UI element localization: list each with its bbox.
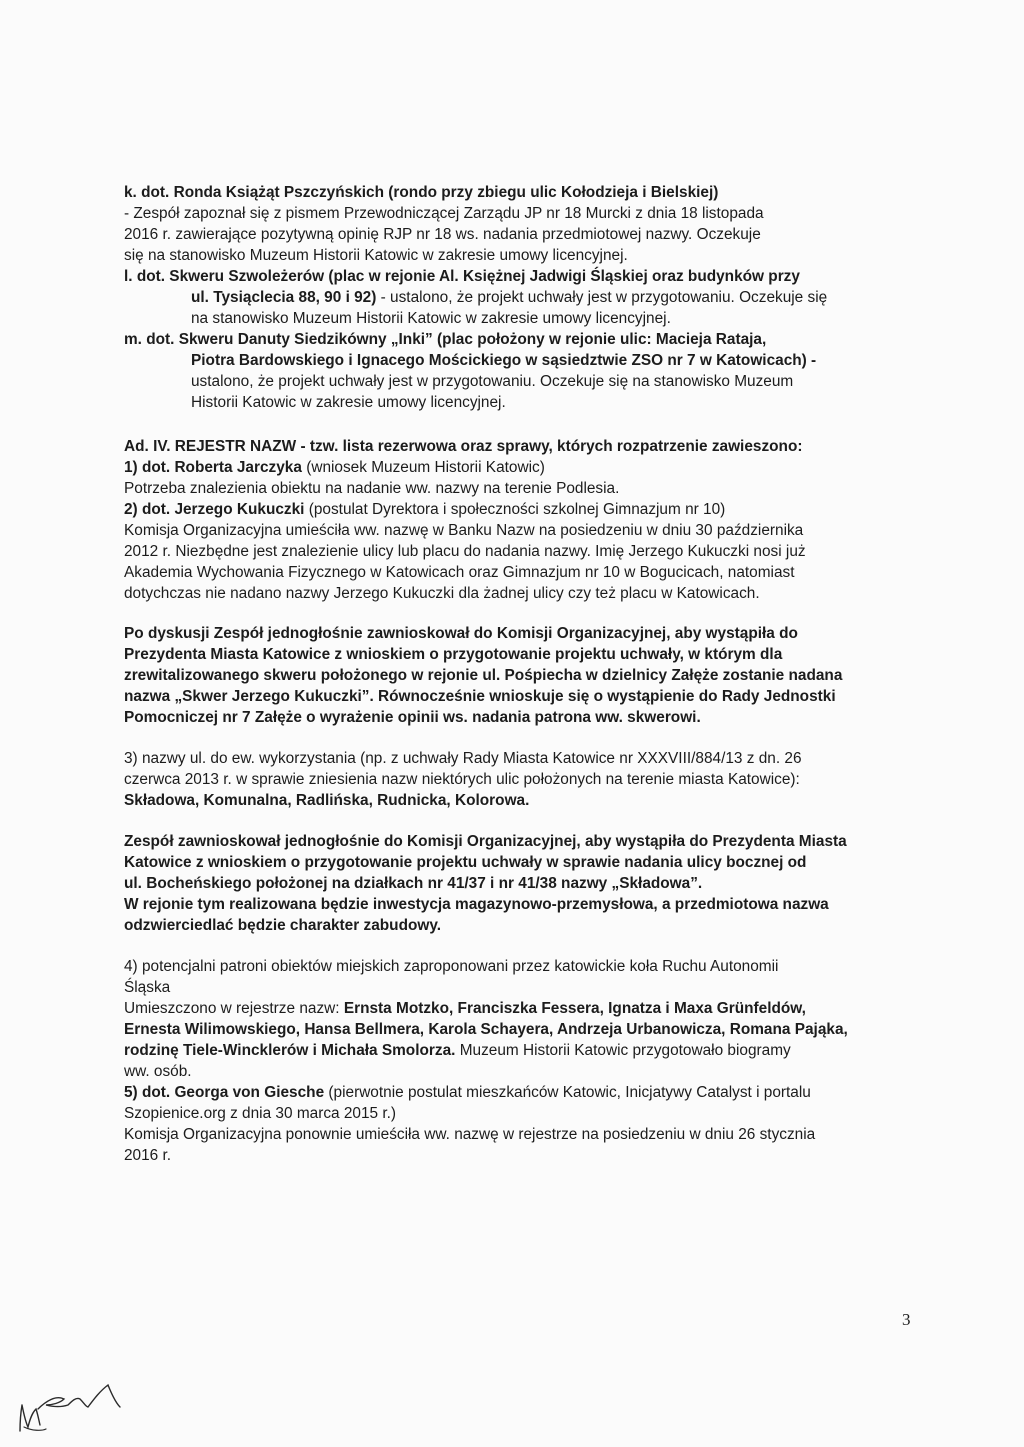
section-k-text-line: 2016 r. zawierające pozytywną opinię RJP nr 18 ws. nadania przedmiotowej nazwy. Oczekuje: [124, 226, 761, 243]
decision-2-line: W rejonie tym realizowana będzie inwestycja magazynowo-przemysłowa, a przedmiotowa nazwa: [124, 896, 829, 913]
section-l-status: - ustalono, że projekt uchwały jest w przygotowaniu. Oczekuje się: [376, 289, 828, 306]
signature-mark: [16, 1355, 126, 1437]
section-k-text-line: się na stanowisko Muzeum Historii Katowic w zakresie umowy licencyjnej.: [124, 247, 628, 264]
item-4-patrons: rodzinę Tiele-Wincklerów i Michała Smolorza.: [124, 1042, 456, 1059]
ad-iv-heading: Ad. IV. REJESTR NAZW - tzw. lista rezerwowa oraz sprawy, których rozpatrzenie zawieszono:: [124, 438, 803, 455]
section-m-text-line: ustalono, że projekt uchwały jest w przygotowaniu. Oczekuje się na stanowisko Muzeum: [191, 373, 794, 390]
item-4-intro: Umieszczono w rejestrze nazw:: [124, 1000, 344, 1017]
item-3-text-line: 3) nazwy ul. do ew. wykorzystania (np. z uchwały Rady Miasta Katowice nr XXXVIII/884/13 z dn. 26: [124, 750, 802, 767]
item-5-title: 5) dot. Georga von Giesche: [124, 1084, 325, 1101]
item-4-heading: Śląska: [124, 979, 171, 996]
item-1-text-line: Potrzeba znalezienia obiektu na nadanie ww. nazwy na terenie Podlesia.: [124, 480, 620, 497]
item-4-heading: 4) potencjalni patroni obiektów miejskich zaproponowani przez katowickie koła Ruchu Autonomii: [124, 958, 779, 975]
item-3-street-names: Składowa, Komunalna, Radlińska, Rudnicka, Kolorowa.: [124, 792, 530, 809]
decision-1-line: zrewitalizowanego skweru położonego w rejonie ul. Pośpiecha w dzielnicy Załęże zostanie nadana: [124, 667, 843, 684]
item-5-heading: [124, 1083, 811, 1104]
section-k-text-line: - Zespół zapoznał się z pismem Przewodniczącej Zarządu JP nr 18 Murcki z dnia 18 listopada: [124, 205, 764, 222]
section-l-address: ul. Tysiąclecia 88, 90 i 92): [191, 289, 377, 306]
decision-1-line: Prezydenta Miasta Katowice z wnioskiem o przygotowanie projektu uchwały, w którym dla: [124, 646, 783, 663]
item-5-text-line: Szopienice.org z dnia 30 marca 2015 r.): [124, 1105, 397, 1122]
decision-2-line: Zespół zawnioskował jednogłośnie do Komisji Organizacyjnej, aby wystąpiła do Prezydenta Miasta: [124, 833, 847, 850]
item-5-source: (pierwotnie postulat mieszkańców Katowic, Inicjatywy Catalyst i portalu: [324, 1084, 811, 1101]
item-2-source: (postulat Dyrektora i społeczności szkolnej Gimnazjum nr 10): [304, 501, 726, 518]
page-number: 3: [902, 1310, 911, 1329]
section-l-text-line: na stanowisko Muzeum Historii Katowic w zakresie umowy licencyjnej.: [191, 310, 671, 327]
section-m-text-line: Historii Katowic w zakresie umowy licencyjnej.: [191, 394, 506, 411]
item-2-text-line: Komisja Organizacyjna umieściła ww. nazwę w Banku Nazw na posiedzeniu w dniu 30 października: [124, 522, 804, 539]
decision-1-line: Pomocniczej nr 7 Załęże o wyrażenie opinii ws. nadania patrona ww. skwerowi.: [124, 709, 701, 726]
item-2-text-line: dotychczas nie nadano nazwy Jerzego Kukuczki dla żadnej ulicy czy też placu w Katowicach.: [124, 585, 760, 602]
section-m-heading: m. dot. Skweru Danuty Siedzikówny „Inki” (plac położony w rejonie ulic: Macieja Rataja,: [124, 331, 767, 348]
decision-2-line: Katowice z wnioskiem o przygotowanie projektu uchwały w sprawie nadania ulicy bocznej od: [124, 854, 807, 871]
decision-2-line: odzwierciedlać będzie charakter zabudowy.: [124, 917, 442, 934]
item-1-title: 1) dot. Roberta Jarczyka: [124, 459, 302, 476]
item-4-text-line: [124, 1041, 791, 1062]
decision-1-line: nazwa „Skwer Jerzego Kukuczki”. Równocześnie wnioskuje się o wystąpienie do Rady Jednostki: [124, 688, 836, 705]
item-4-text-line: ww. osób.: [124, 1063, 192, 1080]
item-2-heading: [124, 500, 725, 521]
item-5-text-line: 2016 r.: [124, 1147, 172, 1164]
decision-1-line: Po dyskusji Zespół jednogłośnie zawnioskował do Komisji Organizacyjnej, aby wystąpiła do: [124, 625, 798, 642]
item-4-text-line: [124, 999, 806, 1020]
section-k-heading: k. dot. Ronda Książąt Pszczyńskich (rondo przy zbiegu ulic Kołodzieja i Bielskiej): [124, 184, 719, 201]
item-1-heading: [124, 458, 545, 479]
item-4-patrons-line: Ernesta Wilimowskiego, Hansa Bellmera, Karola Schayera, Andrzeja Urbanowicza, Romana Pająka,: [124, 1021, 848, 1038]
section-l-text-line: [191, 288, 827, 309]
item-3-text-line: czerwca 2013 r. w sprawie zniesienia nazw niektórych ulic położonych na terenie miasta Katowice):: [124, 771, 800, 788]
decision-2-line: ul. Bocheńskiego położonej na działkach nr 41/37 i nr 41/38 nazwy „Składowa”.: [124, 875, 703, 892]
item-4-note: Muzeum Historii Katowic przygotowało biogramy: [455, 1042, 791, 1059]
item-2-text-line: 2012 r. Niezbędne jest znalezienie ulicy lub placu do nadania nazwy. Imię Jerzego Kukuczki nosi już: [124, 543, 806, 560]
section-l-heading: l. dot. Skweru Szwoleżerów (plac w rejonie Al. Księżnej Jadwigi Śląskiej oraz budynków przy: [124, 268, 800, 285]
item-1-source: (wniosek Muzeum Historii Katowic): [301, 459, 545, 476]
item-4-patrons: Ernsta Motzko, Franciszka Fessera, Ignatza i Maxa Grünfeldów,: [343, 1000, 806, 1017]
section-m-location-line: Piotra Bardowskiego i Ignacego Mościckiego w sąsiedztwie ZSO nr 7 w Katowicach) -: [191, 352, 817, 369]
item-2-text-line: Akademia Wychowania Fizycznego w Katowicach oraz Gimnazjum nr 10 w Bogucicach, natomiast: [124, 564, 795, 581]
item-2-title: 2) dot. Jerzego Kukuczki: [124, 501, 305, 518]
item-5-text-line: Komisja Organizacyjna ponownie umieściła ww. nazwę w rejestrze na posiedzeniu w dniu 26 stycznia: [124, 1126, 816, 1143]
